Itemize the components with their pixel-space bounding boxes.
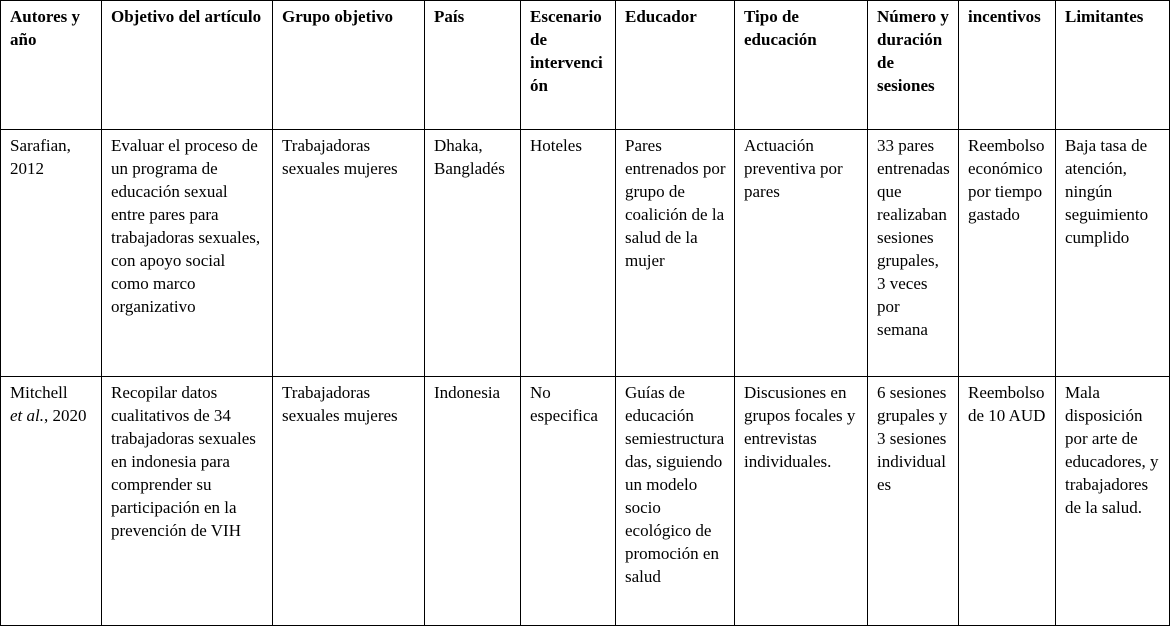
cell-authors <box>1 377 102 626</box>
cell-incentives: Reembolso económico por tiempo gastado <box>959 130 1056 377</box>
table-row <box>1 377 1170 626</box>
cell-objective: Evaluar el proceso de un programa de educación sexual entre pares para trabajadoras sexuales, con apoyo social como marco organizativo <box>102 130 273 377</box>
cell-authors: Sarafian, 2012 <box>1 130 102 377</box>
header-setting: Escenario de intervención <box>521 1 616 130</box>
cell-objective: Recopilar datos cualitativos de 34 trabajadoras sexuales en indonesia para comprender su participación en la prevención de VIH <box>102 377 273 626</box>
cell-education-type: Actuación preventiva por pares <box>735 130 868 377</box>
author-etal: et al. <box>10 406 44 425</box>
header-education-type: Tipo de educación <box>735 1 868 130</box>
author-name: Mitchell <box>10 383 68 402</box>
header-authors: Autores y año <box>1 1 102 130</box>
header-educator: Educador <box>616 1 735 130</box>
cell-target-group: Trabajadoras sexuales mujeres <box>273 377 425 626</box>
header-sessions: Número y duración de sesiones <box>868 1 959 130</box>
header-target-group: Grupo objetivo <box>273 1 425 130</box>
cell-setting: Hoteles <box>521 130 616 377</box>
table-row <box>1 130 1170 377</box>
cell-country: Indonesia <box>425 377 521 626</box>
cell-limitations: Baja tasa de atención, ningún seguimiento cumplido <box>1056 130 1170 377</box>
cell-country: Dhaka, Bangladés <box>425 130 521 377</box>
cell-incentives: Reembolso de 10 AUD <box>959 377 1056 626</box>
cell-educator: Pares entrenados por grupo de coalición de la salud de la mujer <box>616 130 735 377</box>
header-incentives: incentivos <box>959 1 1056 130</box>
author-year: , 2020 <box>44 406 87 425</box>
header-country: País <box>425 1 521 130</box>
cell-setting: No especifica <box>521 377 616 626</box>
cell-sessions: 33 pares entrenadas que realizaban sesiones grupales, 3 veces por semana <box>868 130 959 377</box>
cell-sessions: 6 sesiones grupales y 3 sesiones individuales <box>868 377 959 626</box>
header-limitations: Limitantes <box>1056 1 1170 130</box>
cell-target-group: Trabajadoras sexuales mujeres <box>273 130 425 377</box>
cell-educator: Guías de educación semiestructuradas, siguiendo un modelo socio ecológico de promoción en salud <box>616 377 735 626</box>
header-objective: Objetivo del artículo <box>102 1 273 130</box>
cell-limitations: Mala disposición por arte de educadores, y trabajadores de la salud. <box>1056 377 1170 626</box>
cell-education-type: Discusiones en grupos focales y entrevistas individuales. <box>735 377 868 626</box>
table-header-row <box>1 1 1170 130</box>
